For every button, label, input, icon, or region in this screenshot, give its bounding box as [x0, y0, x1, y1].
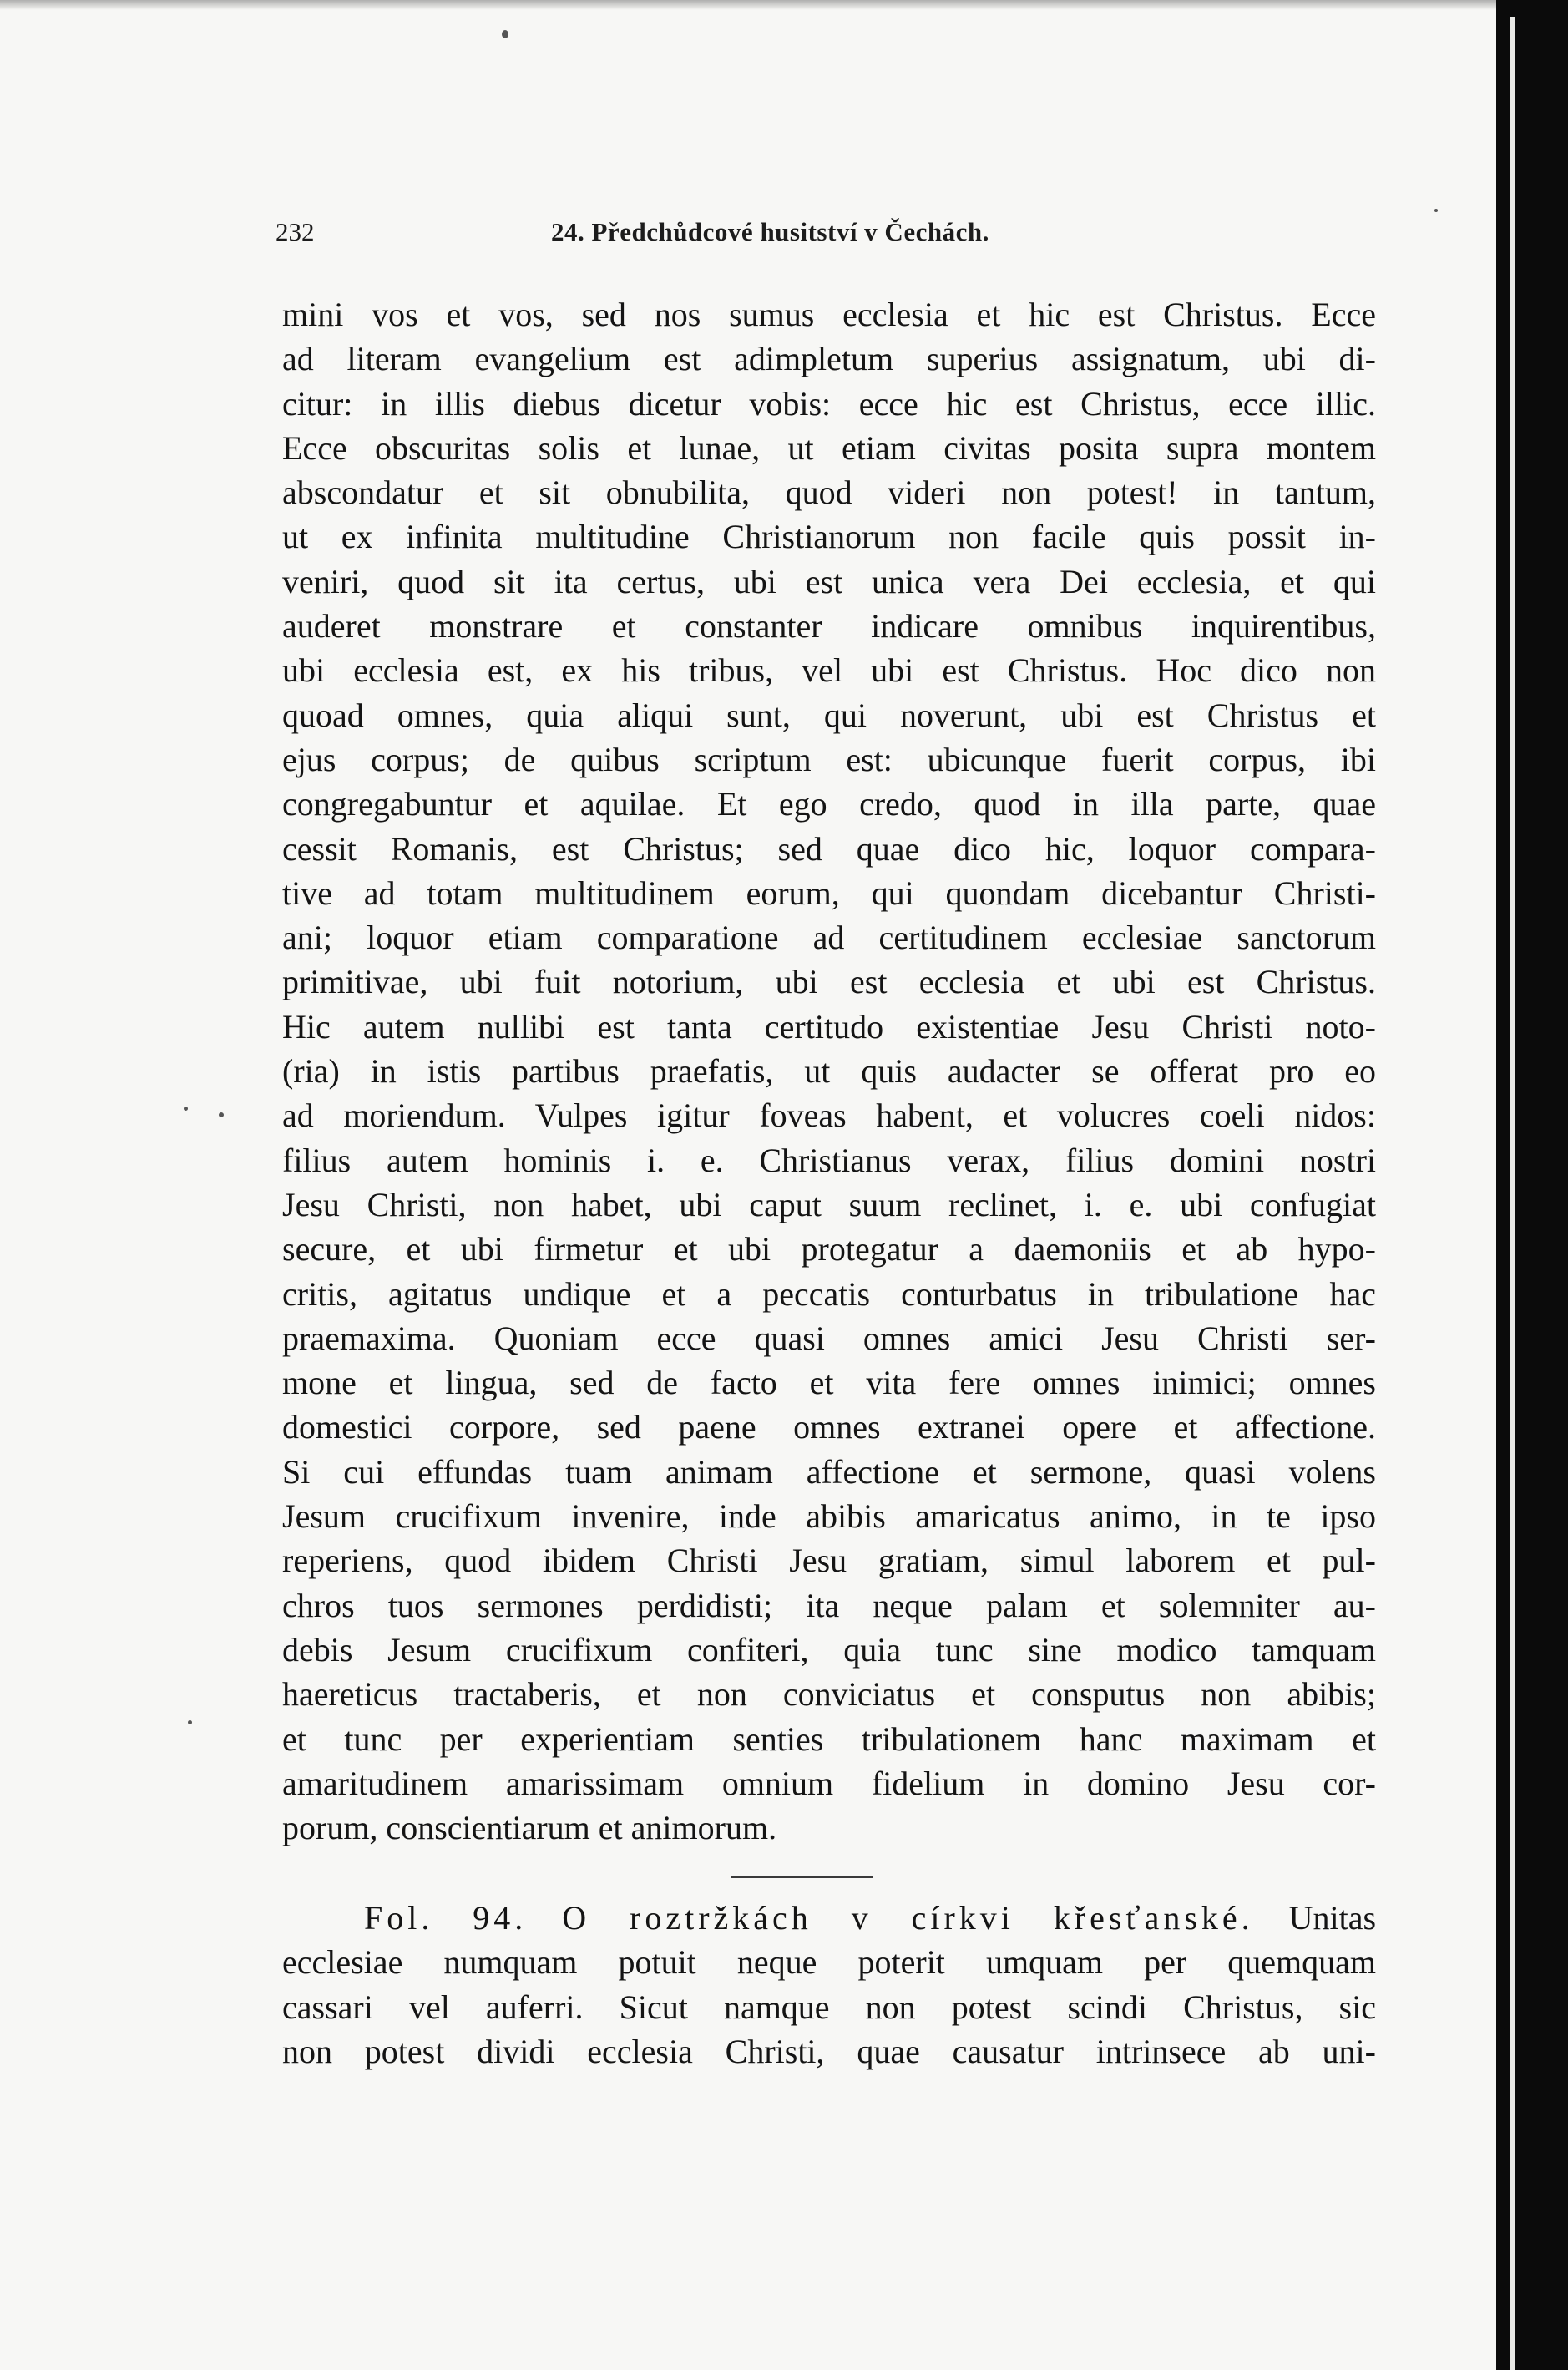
text-line: ejus corpus; de quibus scriptum est: ubicunque fuerit corpus, ibi [282, 740, 1376, 778]
section-separator [731, 1876, 873, 1878]
text-line: filius autem hominis i. e. Christianus verax, filius domini nostri [282, 1141, 1376, 1179]
text-line: critis, agitatus undique et a peccatis conturbatus in tribulatione hac [282, 1274, 1376, 1313]
text-line: ad literam evangelium est adimpletum superius assignatum, ubi di- [282, 340, 1376, 378]
text-line: chros tuos sermones perdidisti; ita neque palam et solemniter au- [282, 1586, 1376, 1624]
text-line: ut ex infinita multitudine Christianorum non facile quis possit in- [282, 518, 1376, 556]
text-line: amaritudinem amarissimam omnium fidelium in domino Jesu cor- [282, 1764, 1376, 1802]
running-title: 24. Předchůdcové husitství v Čechách. [551, 217, 989, 246]
text-line: Jesu Christi, non habet, ubi caput suum reclinet, i. e. ubi confugiat [282, 1185, 1376, 1223]
text-line: (ria) in istis partibus praefatis, ut quis audacter se offerat pro eo [282, 1052, 1376, 1091]
section-first-line-rest: Unitas [1288, 1899, 1376, 1937]
page-number: 232 [276, 217, 315, 246]
print-speck [188, 1720, 192, 1724]
text-line: mone et lingua, sed de facto et vita fere omnes inimici; omnes [282, 1364, 1376, 1402]
print-speck [219, 1112, 224, 1117]
text-line: Hic autem nullibi est tanta certitudo existentiae Jesu Christi noto- [282, 1007, 1376, 1046]
running-head [276, 217, 1386, 267]
text-line: haereticus tractaberis, et non conviciatus et consputus non abibis; [282, 1675, 1376, 1714]
text-line: Ecce obscuritas solis et lunae, ut etiam civitas posita supra montem [282, 428, 1376, 467]
print-speck [184, 1107, 188, 1111]
folio-reference: Fol. 94. [364, 1899, 528, 1937]
page-top-edge [0, 0, 1515, 10]
text-line: cessit Romanis, est Christus; sed quae dico hic, loquor compara- [282, 829, 1376, 868]
text-line: congregabuntur et aquilae. Et ego credo, quod in illa parte, quae [282, 785, 1376, 823]
text-line: veniri, quod sit ita certus, ubi est unica vera Dei ecclesia, et qui [282, 562, 1376, 600]
text-line: domestici corpore, sed paene omnes extranei opere et affectione. [282, 1408, 1376, 1446]
text-line: porum, conscientiarum et animorum. [282, 1809, 777, 1847]
text-line: quoad omnes, quia aliqui sunt, qui noverunt, ubi est Christus et [282, 696, 1376, 734]
section-line: ecclesiae numquam potuit neque poterit umquam per quemquam [282, 1943, 1376, 1982]
text-line: praemaxima. Quoniam ecce quasi omnes amici Jesu Christi ser- [282, 1319, 1376, 1357]
section-first-line [282, 1896, 1376, 1940]
text-line: reperiens, quod ibidem Christi Jesu gratiam, simul laborem et pul- [282, 1542, 1376, 1580]
text-line: primitivae, ubi fuit notorium, ubi est ecclesia et ubi est Christus. [282, 963, 1376, 1001]
text-line: Si cui effundas tuam animam affectione et sermone, quasi volens [282, 1452, 1376, 1491]
section-line: cassari vel auferri. Sicut namque non potest scindi Christus, sic [282, 1988, 1376, 2026]
text-line: ad moriendum. Vulpes igitur foveas habent, et volucres coeli nidos: [282, 1096, 1376, 1135]
text-line: tive ad totam multitudinem eorum, qui quondam dicebantur Christi- [282, 874, 1376, 912]
scan-border-edge [1510, 17, 1515, 2370]
section-heading: O roztržkách v církvi křesťanské. [562, 1899, 1254, 1937]
text-line: ubi ecclesia est, ex his tribus, vel ubi est Christus. Hoc dico non [282, 651, 1376, 690]
text-line: mini vos et vos, sed nos sumus ecclesia et hic est Christus. Ecce [282, 296, 1376, 333]
section-lines [282, 1940, 1376, 2074]
text-line: ani; loquor etiam comparatione ad certitudinem ecclesiae sanctorum [282, 919, 1376, 957]
text-line: secure, et ubi firmetur et ubi protegatur a daemoniis et ab hypo- [282, 1230, 1376, 1269]
text-line: auderet monstrare et constanter indicare omnibus inquirentibus, [282, 607, 1376, 646]
section-text [282, 1896, 1376, 2074]
text-line: citur: in illis diebus dicetur vobis: ecce hic est Christus, ecce illic. [282, 384, 1376, 423]
text-line: Jesum crucifixum invenire, inde abibis amaricatus animo, in te ipso [282, 1497, 1376, 1536]
section-line: non potest dividi ecclesia Christi, quae causatur intrinsece ab uni- [282, 2032, 1376, 2070]
print-speck [1434, 209, 1438, 212]
text-line: abscondatur et sit obnubilita, quod videri non potest! in tantum, [282, 473, 1376, 512]
text-line: et tunc per experientiam senties tribulationem hanc maximam et [282, 1719, 1376, 1758]
main-text [282, 292, 1376, 1850]
print-speck [502, 30, 508, 38]
text-line: debis Jesum crucifixum confiteri, quia tunc sine modico tamquam [282, 1630, 1376, 1669]
scan-border [1496, 0, 1568, 2370]
